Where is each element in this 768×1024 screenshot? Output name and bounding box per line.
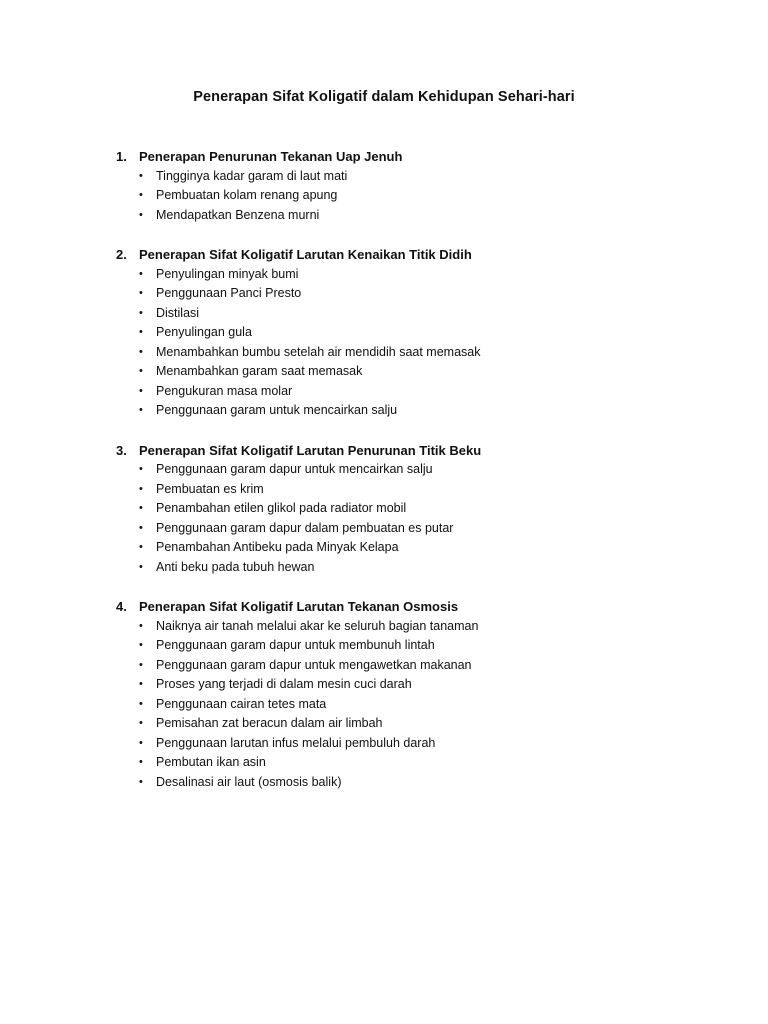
bullet-icon: • (139, 697, 143, 710)
bullet-icon: • (139, 619, 143, 632)
bullet-icon: • (139, 287, 143, 299)
list-item (116, 323, 676, 343)
bullet-icon: • (139, 756, 143, 768)
section-heading (116, 147, 676, 167)
list-item (116, 636, 676, 656)
list-item-text: Penyulingan minyak bumi (156, 266, 299, 281)
section-number: 4. (116, 599, 127, 614)
section-heading-text: Penerapan Sifat Koligatif Larutan Kenaikan Titik Didih (139, 247, 472, 262)
section-number: 2. (116, 247, 127, 262)
bullet-icon: • (139, 404, 143, 416)
list-item-text: Tingginya kadar garam di laut mati (156, 168, 348, 183)
list-item-text: Penggunaan larutan infus melalui pembuluh darah (156, 735, 436, 750)
bullet-icon: • (139, 482, 143, 495)
list-item-text: Penggunaan garam dapur untuk membunuh lintah (156, 638, 435, 652)
list-item (116, 753, 676, 773)
list-item (116, 167, 676, 187)
list-item-text: Mendapatkan Benzena murni (156, 207, 320, 222)
section-list (116, 147, 676, 812)
list-item (116, 773, 676, 793)
section-1 (116, 147, 676, 225)
section-heading-text: Penerapan Penurunan Tekanan Uap Jenuh (139, 149, 403, 164)
list-item (116, 304, 676, 324)
list-item-text: Pembuatan es krim (156, 481, 264, 496)
section-2 (116, 245, 676, 421)
bullet-icon: • (139, 717, 143, 729)
list-item (116, 656, 676, 676)
list-item (116, 499, 676, 519)
list-item (116, 734, 676, 754)
list-item-text: Menambahkan garam saat memasak (156, 364, 363, 378)
list-item-text: Penggunaan cairan tetes mata (156, 696, 327, 711)
section-4 (116, 597, 676, 792)
list-item-text: Penambahan etilen glikol pada radiator mobil (156, 501, 407, 515)
bullet-icon: • (139, 365, 143, 377)
bullet-list (116, 617, 676, 793)
bullet-icon: • (139, 345, 143, 358)
list-item-text: Anti beku pada tubuh hewan (156, 559, 315, 574)
section-number: 1. (116, 149, 127, 164)
section-3 (116, 441, 676, 578)
bullet-icon: • (139, 502, 143, 514)
section-heading (116, 597, 676, 617)
list-item (116, 460, 676, 480)
section-heading (116, 441, 676, 461)
list-item (116, 480, 676, 500)
list-item (116, 538, 676, 558)
list-item (116, 675, 676, 695)
list-item (116, 617, 676, 637)
list-item-text: Distilasi (156, 305, 200, 320)
list-item-text: Pembutan ikan asin (156, 755, 266, 769)
list-item (116, 186, 676, 206)
list-item (116, 401, 676, 421)
bullet-icon: • (139, 736, 143, 749)
list-item-text: Penggunaan garam dapur untuk mencairkan salju (156, 462, 433, 476)
bullet-list (116, 460, 676, 577)
section-heading-text: Penerapan Sifat Koligatif Larutan Penurunan Titik Beku (139, 442, 482, 458)
bullet-icon: • (139, 639, 143, 651)
bullet-list (116, 167, 676, 226)
list-item (116, 343, 676, 363)
list-item (116, 695, 676, 715)
bullet-icon: • (139, 658, 143, 671)
bullet-list (116, 265, 676, 421)
bullet-icon: • (139, 384, 143, 397)
list-item-text: Pemisahan zat beracun dalam air limbah (156, 716, 383, 730)
list-item (116, 284, 676, 304)
list-item-text: Pengukuran masa molar (156, 383, 293, 398)
bullet-icon: • (139, 189, 143, 201)
list-item-text: Proses yang terjadi di dalam mesin cuci darah (156, 677, 412, 691)
bullet-icon: • (139, 169, 143, 182)
section-number: 3. (116, 442, 127, 458)
list-item (116, 206, 676, 226)
section-heading-text: Penerapan Sifat Koligatif Larutan Tekanan Osmosis (139, 599, 459, 614)
list-item-text: Desalinasi air laut (osmosis balik) (156, 774, 342, 789)
bullet-icon: • (139, 463, 143, 475)
list-item-text: Penggunaan garam dapur untuk mengawetkan makanan (156, 657, 472, 672)
list-item (116, 265, 676, 285)
bullet-icon: • (139, 306, 143, 319)
bullet-icon: • (139, 208, 143, 221)
list-item (116, 714, 676, 734)
list-item-text: Naiknya air tanah melalui akar ke seluruh bagian tanaman (156, 618, 479, 633)
list-item (116, 362, 676, 382)
list-item-text: Penggunaan garam dapur dalam pembuatan es putar (156, 520, 454, 535)
section-heading (116, 245, 676, 265)
list-item-text: Penambahan Antibeku pada Minyak Kelapa (156, 540, 399, 554)
bullet-icon: • (139, 267, 143, 280)
bullet-icon: • (139, 521, 143, 534)
bullet-icon: • (139, 326, 143, 338)
list-item-text: Penggunaan garam untuk mencairkan salju (156, 403, 398, 417)
bullet-icon: • (139, 560, 143, 573)
list-item-text: Penyulingan gula (156, 325, 252, 339)
bullet-icon: • (139, 678, 143, 690)
list-item (116, 519, 676, 539)
page-title: Penerapan Sifat Koligatif dalam Kehidupan Sehari-hari (193, 89, 575, 105)
list-item-text: Menambahkan bumbu setelah air mendidih saat memasak (156, 344, 481, 359)
list-item-text: Pembuatan kolam renang apung (156, 188, 338, 202)
list-item-text: Penggunaan Panci Presto (156, 286, 302, 300)
bullet-icon: • (139, 775, 143, 788)
list-item (116, 558, 676, 578)
bullet-icon: • (139, 541, 143, 553)
list-item (116, 382, 676, 402)
